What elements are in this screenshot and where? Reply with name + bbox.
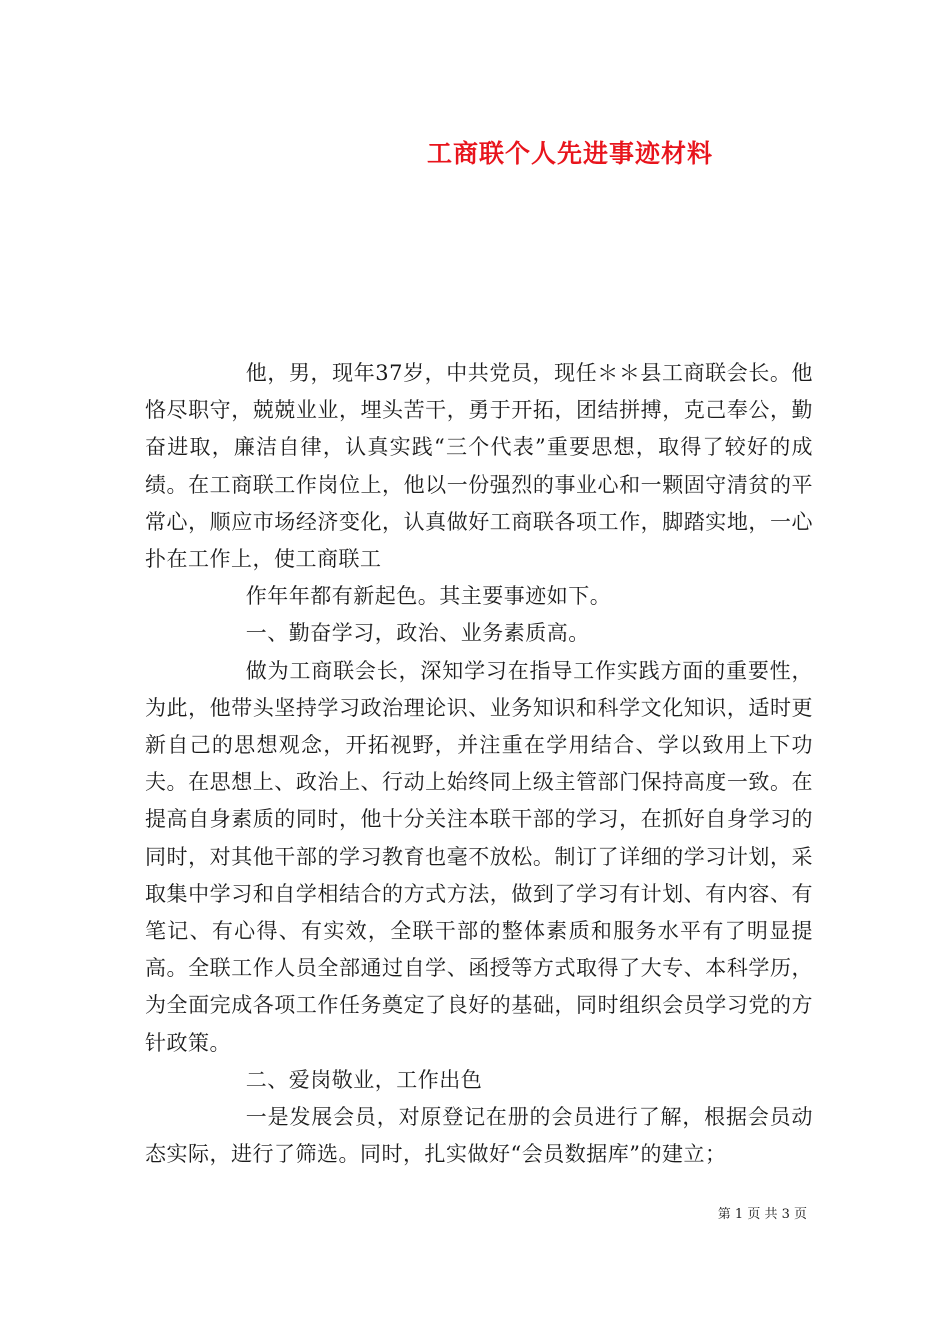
section-heading-1: 一、勤奋学习，政治、业务素质高。 bbox=[245, 621, 590, 646]
paragraph-intro-continued: 作年年都有新起色。其主要事迹如下。 bbox=[245, 584, 612, 609]
paragraph-members: 一是发展会员，对原登记在册的会员进行了解，根据会员动态实际，进行了筛选。同时，扎实做好“会员数据库”的建立； bbox=[145, 1105, 813, 1167]
section-heading-2: 二、爱岗敬业，工作出色 bbox=[245, 1067, 483, 1092]
paragraph-intro: 他，男，现年37岁，中共党员，现任＊＊县工商联会长。他恪尽职守，兢兢业业，埋头苦干，勇于开拓，团结拼搏，克己奉公，勤奋进取，廉洁自律，认真实践“三个代表”重要思想，取得了较好的成绩。在工商联工作岗位上，他以一份强烈的事业心和一颗固守清贫的平常心，顺应市场经济变化，认真做好工商联各项工作，脚踏实地，一心扑在工作上，使工商联工 bbox=[145, 361, 813, 572]
document-title: 工商联个人先进事迹材料 bbox=[426, 139, 713, 168]
document-body bbox=[145, 355, 813, 1173]
page-number: 第 1 页 共 3 页 bbox=[717, 1207, 807, 1222]
paragraph-study: 做为工商联会长，深知学习在指导工作实践方面的重要性，为此，他带头坚持学习政治理论识、业务知识和科学文化知识，适时更新自己的思想观念，开拓视野，并注重在学用结合、学以致用上下功夫。在思想上、政治上、行动上始终同上级主管部门保持高度一致。在提高自身素质的同时，他十分关注本联干部的学习，在抓好自身学习的同时，对其他干部的学习教育也毫不放松。制订了详细的学习计划，采取集中学习和自学相结合的方式方法，做到了学习有计划、有内容、有笔记、有心得、有实效，全联干部的整体素质和服务水平有了明显提高。全联工作人员全部通过自学、函授等方式取得了大专、本科学历，为全面完成各项工作任务奠定了良好的基础，同时组织会员学习党的方针政策。 bbox=[145, 658, 813, 1055]
